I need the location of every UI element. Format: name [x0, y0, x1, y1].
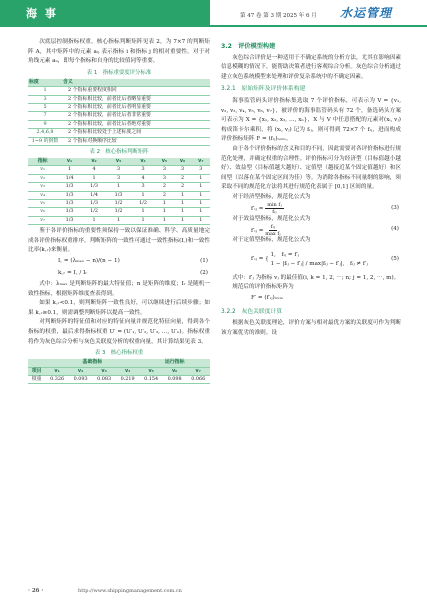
section-title: 海 事: [26, 7, 58, 20]
table-row: [28, 216, 210, 224]
table-cell: 2: [155, 183, 173, 191]
equation: [28, 256, 210, 268]
table-row: [28, 129, 210, 137]
paragraph: 灰色综合评价是一种适用于不确定系统的分析方法，尤其在影响因素信息模糊的情况下，能帮助决策者进行客观综合分析。灰色综合分析通过建立灰色系统模型来处理和评价复杂系统中的不确定因素。: [221, 54, 401, 80]
table-row: [28, 166, 210, 174]
table-cell: 1: [173, 216, 191, 224]
table-header: 指标: [28, 158, 57, 166]
table-cell: 1: [106, 216, 131, 224]
table-cell: 3: [155, 166, 173, 174]
table-row: [28, 120, 210, 128]
table-cell: 1/2: [82, 208, 107, 216]
fraction: $\frac{\text{fᵢⱼ}}{\text{max fⱼ}}$: [265, 223, 281, 237]
journal-url[interactable]: http://www.shippingmanagement.com.cn: [78, 588, 182, 594]
table-cell: 3: [106, 174, 131, 182]
table-cell: 1: [155, 208, 173, 216]
table-cell: 1~9 的倒数: [28, 137, 62, 145]
table-cell: 9: [28, 120, 62, 128]
table-cell: 1/3: [57, 208, 82, 216]
table-cell: 1: [173, 191, 191, 199]
equation-case: 1 − |fᵢⱼ − f′ⱼ| / max|fᵢⱼ − f′ⱼ|, fᵢⱼ ≠ f′ⱼ: [270, 260, 368, 267]
right-column: [221, 38, 401, 339]
table-cell: 0.083: [92, 376, 116, 384]
table-cell: 1: [131, 216, 156, 224]
table-cell: v₆: [28, 208, 57, 216]
paragraph: 对判断矩阵的特征值和对应的特征向量并规范化特征向量，得到各个指标的权重，最后求得指标权重 U′ = (U′₁, U′₂, U′₃, …, U′ₙ)。指标权重将作为灰色综合分析与灰色关联度分析的权重向量，其计算结果见表 3。: [28, 319, 210, 345]
table-cell: v₁: [28, 166, 57, 174]
table-cell: 2 个指标相比较，前者比后者绝对重要: [62, 120, 210, 128]
page-number: · 26 ·: [28, 588, 44, 594]
paragraph: 根据灰色关联度理论，评价方案与相对最优方案的关联度可作为判断该方案优劣的准则。设: [221, 320, 401, 337]
table-row: [28, 183, 210, 191]
equation: [221, 224, 401, 236]
table-header: 含义: [62, 79, 210, 87]
table-group-header: 基础指标: [45, 359, 139, 367]
paragraph: 海事监管码头评价指标集选取 7 个评价指标，可表示为 V = {v₁, v₂, v₃, v₄, v₅, v₆, v₇}，被评价的海事监管码头有 72 个，备选码头方案可表示为 X = {x₁, x₂, x₃, …, xₙ}，X 与 V 中任意搭配的元素对(xᵢ, vⱼ) 构成笛卡尔乘积，将 (xᵢ, vⱼ) 记为 fᵢⱼ，则可得到 72×7 个 fᵢⱼ，进而构成评价指标矩阵 F = (fᵢⱼ)ₙₓₘ。: [221, 97, 401, 143]
table-cell: 1: [192, 183, 210, 191]
table-cell: 1/2: [106, 208, 131, 216]
journal-logo: 水运管理: [340, 6, 393, 20]
table-header: v₄: [116, 367, 140, 375]
table-cell: 1: [173, 208, 191, 216]
equation-body: f′ᵢⱼ = { 1, fᵢⱼ = f′ⱼ 1 − |fᵢⱼ − f′ⱼ| / max|fᵢⱼ − f′ⱼ|, fᵢⱼ ≠ f′ⱼ: [251, 251, 368, 267]
judgement-matrix-table: [28, 158, 210, 225]
paragraph: 由于各个评价指标的含义和目的不同，因此需要对各评价指标进行规范化处理，并确定权重的合理性。评价指标可分为经济型（目标值越小越好）、效益型（目标值越大越好）、定值型（越接近某个固定值越好）和区间型（以落在某个固定区间为佳）等。为消除各指标不同量纲的影响，须采取不同的规范化方法将其进行规范化表属于 [0,1] 区间的量。: [221, 145, 401, 191]
table-header: v₄: [131, 158, 156, 166]
left-column: [28, 38, 210, 384]
equation-number: (5): [391, 255, 399, 262]
equation-body: I꜀ = (λₘₐₓ − n)/(n − 1): [58, 258, 120, 265]
paragraph: 规范后的评价指标矩阵为: [232, 284, 294, 291]
table-header: v₂: [69, 367, 93, 375]
table-row: [28, 104, 210, 112]
table-cell: 2,4,6,8: [28, 129, 62, 137]
table-cell: 1: [106, 183, 131, 191]
equation-body: f′ᵢⱼ = $\frac{\text{fᵢⱼ}}{\text{max fⱼ}}$: [251, 223, 281, 237]
table-cell: 0.154: [139, 376, 163, 384]
table-cell: 1: [155, 200, 173, 208]
subsection-heading: 3.2.2 灰色关联度计算: [221, 308, 283, 315]
table-row: [28, 137, 210, 145]
table-header: v₁: [57, 158, 82, 166]
table-header: v₂: [82, 158, 107, 166]
table-cell: 1/4: [82, 191, 107, 199]
table-row: [28, 376, 210, 384]
table-header: v₃: [92, 367, 116, 375]
table-cell: 0.066: [186, 376, 210, 384]
issue-info: 第 47 卷 第 3 期 2025 年 6 月: [240, 13, 317, 19]
table-cell: 1: [192, 216, 210, 224]
table-header: v₃: [106, 158, 131, 166]
table-cell: 2 个指标相比较，前者比后者非常重要: [62, 112, 210, 120]
table-header: v₁: [45, 367, 69, 375]
table-cell: 1: [28, 87, 62, 95]
table-cell: 1: [82, 174, 107, 182]
table-cell: 4: [82, 166, 107, 174]
table-cell: 1: [173, 200, 191, 208]
table-cell: 3: [192, 166, 210, 174]
table-header: v₇: [192, 158, 210, 166]
paragraph: 次底层控制指标权重。核心指标判断矩阵见表 2，为 7×7 的判断矩阵 A，其中矩阵中的元素 aᵢⱼ 表示指标 i 和指标 j 的相对重要性。对于对角线元素 aᵢᵢ，即每个指标和自身的比较值同等重要。: [28, 39, 210, 65]
table-header: v₅: [139, 367, 163, 375]
table-cell: 1: [131, 208, 156, 216]
table-cell: 0.098: [163, 376, 187, 384]
table-cell: 1: [192, 208, 210, 216]
table-cell: 权重: [28, 376, 45, 384]
paragraph: 式中：f′ⱼ 为指标 vⱼ 的最佳值(i, k = 1, 2, ⋯; n; j = 1, 2, ⋯, m)。: [232, 274, 400, 281]
table-cell: 1: [192, 200, 210, 208]
table-cell: 1/3: [57, 216, 82, 224]
table-header: v₆: [163, 367, 187, 375]
table-header: v₇: [186, 367, 210, 375]
table-caption: 表 3 核心指标权重: [94, 350, 144, 357]
equation: [221, 203, 401, 215]
table-row: [28, 95, 210, 103]
table-cell: 7: [28, 112, 62, 120]
equation-number: (2): [200, 270, 208, 277]
table-cell: 1: [192, 174, 210, 182]
paragraph: 对于效益型指标，规范化公式为: [232, 215, 311, 222]
table-cell: 1: [131, 191, 156, 199]
table-cell: v₂: [28, 174, 57, 182]
equation: [221, 246, 401, 274]
equation: [221, 293, 401, 305]
table-row: [28, 208, 210, 216]
equation-body: F′ = (f′ᵢⱼ)ₙₓₘ: [251, 295, 283, 302]
equation-number: (3): [391, 204, 399, 211]
table-cell: 1: [82, 216, 107, 224]
table-cell: v₃: [28, 183, 57, 191]
table-row: [28, 174, 210, 182]
table-cell: 2 个指标对换顺序比较: [62, 137, 210, 145]
table-cell: 3: [173, 166, 191, 174]
table-cell: 1/3: [106, 191, 131, 199]
equation-body: k꜀ᵣ = I꜀ / Iᵣ: [58, 270, 88, 277]
table-header: 项目: [28, 367, 45, 375]
table-cell: 1: [155, 216, 173, 224]
table-cell: 1: [57, 166, 82, 174]
table-cell: 1/3: [57, 191, 82, 199]
table-header: v₅: [155, 158, 173, 166]
section-heading: 3.2 评价模型构建: [221, 43, 276, 50]
header-rule: [0, 25, 427, 27]
scale-table: [28, 79, 210, 146]
table-cell: 5: [28, 104, 62, 112]
table-cell: 4: [131, 174, 156, 182]
table-cell: v₇: [28, 216, 57, 224]
paragraph: 式中：λₘₐₓ 是判断矩阵的最大特征值；n 是矩阵的维度；Iᵣ 是随机一致性指标，根据矩阵维度查表得到。: [28, 281, 210, 297]
table-header: v₆: [173, 158, 191, 166]
fraction: $\frac{\text{min fⱼ}}{\text{fᵢⱼ}}$: [267, 202, 282, 215]
table-cell: 0.219: [116, 376, 140, 384]
table-row: [28, 200, 210, 208]
equation-body: f′ᵢⱼ = $\frac{\text{min fⱼ}}{\text{fᵢⱼ}}$: [251, 202, 282, 215]
table-header: 标度: [28, 79, 62, 87]
table-cell: 3: [131, 166, 156, 174]
subsection-heading: 3.2.1 原始矩阵及评价体系构建: [221, 86, 306, 93]
table-cell: 0.326: [45, 376, 69, 384]
table-cell: v₄: [28, 191, 57, 199]
table-cell: 2: [173, 174, 191, 182]
table-row: [28, 87, 210, 95]
table-cell: 3: [28, 95, 62, 103]
table-header: [28, 359, 45, 367]
table-cell: 1/2: [106, 200, 131, 208]
table-row: [28, 191, 210, 199]
table-cell: 1/3: [82, 200, 107, 208]
table-cell: v₅: [28, 200, 57, 208]
weight-table: [28, 359, 210, 384]
table-cell: 2: [155, 191, 173, 199]
table-cell: 3: [131, 183, 156, 191]
table-cell: 0.093: [69, 376, 93, 384]
table-cell: 2 个指标相比较处于上述标度之间: [62, 129, 210, 137]
table-cell: 2 个指标相比较，前者比后者明显重要: [62, 104, 210, 112]
paragraph: 鉴于各评价指标的重要性须保持一致以保证准确、科学、高质量地完成各评价指标权重排序，判断矩阵的一致性可通过一致性指标(I꜀)和一致性比率(k꜀ᵣ)来衡量。: [28, 228, 210, 254]
table-caption: 表 2 核心指标判断矩阵: [89, 149, 149, 156]
header-bar: [0, 0, 427, 32]
equation-case: 1, fᵢⱼ = f′ⱼ: [270, 251, 300, 258]
equation-number: (4): [391, 226, 399, 233]
table-cell: 3: [155, 174, 173, 182]
table-group-header: 运行指标: [139, 359, 210, 367]
table-cell: 1/3: [82, 183, 107, 191]
table-caption: 表 1 指标重要度评分标准: [86, 69, 152, 76]
table-row: [28, 112, 210, 120]
table-cell: 1: [192, 191, 210, 199]
equation-number: (1): [200, 258, 208, 265]
table-cell: 2: [173, 183, 191, 191]
paragraph: 对于定值型指标，规范化公式为: [232, 237, 311, 244]
paragraph: 对于经济型指标，规范化公式为: [232, 193, 311, 200]
table-cell: 1/3: [57, 183, 82, 191]
table-cell: 1/4: [57, 174, 82, 182]
table-cell: 1/3: [57, 200, 82, 208]
equation: [28, 268, 210, 280]
paragraph: 如果 k꜀ᵣ<0.1，则判断矩阵一致性良好，可以继续进行后续步骤；如果 k꜀ᵣ≥0.1，则需调整判断矩阵以提高一致性。: [28, 300, 210, 316]
table-cell: 3: [106, 166, 131, 174]
table-cell: 2 个指标相比较，前者比后者略显重要: [62, 95, 210, 103]
table-cell: 1/2: [131, 200, 156, 208]
table-cell: 2 个指标重要程度相同: [62, 87, 210, 95]
